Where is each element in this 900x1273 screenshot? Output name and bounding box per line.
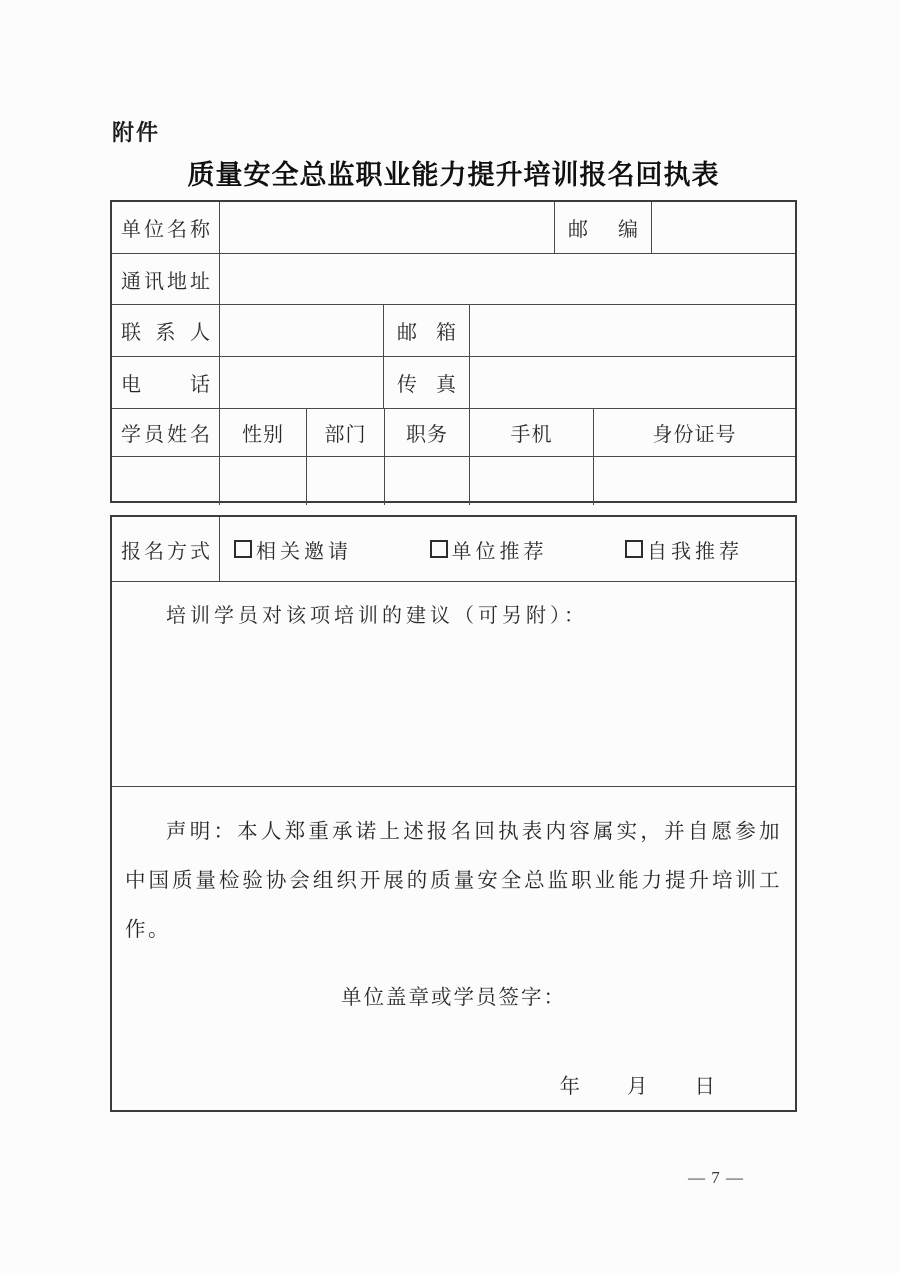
fax-label: [384, 357, 470, 409]
phone-value-cell: [220, 357, 384, 409]
student-entry-row: [112, 457, 795, 505]
registration-method-label: [112, 517, 220, 582]
contact-person-value-cell: [220, 305, 384, 357]
unit-name-label: [112, 202, 220, 254]
registration-method-row: [112, 517, 795, 582]
date-line: [560, 1069, 716, 1099]
student-name-header-text: 学员姓名: [121, 424, 210, 446]
position-entry-cell: [385, 457, 470, 505]
form-table-upper: [110, 200, 797, 503]
position-column-header: 职务: [385, 409, 470, 457]
mobile-column-header: 手机: [470, 409, 594, 457]
id-number-column-header: 身份证号: [594, 409, 795, 457]
phone-label-text: 电话: [121, 374, 210, 396]
declaration-cell: [112, 787, 795, 1114]
gender-column-header: 性别: [220, 409, 307, 457]
email-value-cell: [470, 305, 795, 357]
student-name-column-header: [112, 409, 220, 457]
registration-option-self-recommend: [625, 535, 743, 564]
checkbox-icon: [625, 540, 643, 558]
student-name-entry-cell: [112, 457, 220, 505]
contact-person-label-text: 联系人: [121, 322, 210, 344]
unit-name-value-cell: [220, 202, 555, 254]
department-column-header: 部门: [307, 409, 385, 457]
date-day-label: 日: [694, 1076, 715, 1098]
department-entry-cell: [307, 457, 385, 505]
unit-name-row: [112, 202, 795, 254]
registration-option-label: 单位推荐: [451, 540, 548, 563]
postal-code-label-text: 邮编: [568, 219, 638, 241]
postal-code-label: [555, 202, 652, 254]
page-number: — 7 —: [688, 1168, 744, 1187]
date-year-label: 年: [559, 1076, 580, 1098]
declaration-row: [112, 787, 795, 1114]
fax-label-text: 传真: [397, 374, 456, 396]
address-label: [112, 254, 220, 305]
registration-option-invitation: [234, 535, 352, 564]
suggestion-cell: [112, 582, 795, 787]
address-value-cell: [220, 254, 795, 305]
postal-code-value-cell: [652, 202, 795, 254]
registration-option-label: 相关邀请: [256, 540, 352, 563]
phone-row: [112, 357, 795, 409]
declaration-text: 声明：本人郑重承诺上述报名回执表内容属实，并自愿参加中国质量检验协会组织开展的质量安全总监职业能力提升培训工作。: [125, 821, 782, 941]
address-row: [112, 254, 795, 305]
suggestion-row: [112, 582, 795, 787]
email-label: [384, 305, 470, 357]
form-title: 质量安全总监职业能力提升培训报名回执表: [187, 160, 720, 190]
contact-row: [112, 305, 795, 357]
address-label-text: 通讯地址: [121, 270, 210, 293]
checkbox-icon: [430, 540, 448, 558]
id-number-entry-cell: [594, 457, 795, 505]
phone-label: [112, 357, 220, 409]
date-month-label: 月: [627, 1076, 648, 1098]
form-table-lower: [110, 515, 797, 1112]
suggestion-prompt: 培训学员对该项培训的建议（可另附）：: [166, 605, 588, 627]
registration-options-cell: [220, 517, 795, 582]
checkbox-icon: [234, 540, 252, 558]
email-label-text: 邮箱: [397, 322, 456, 344]
signature-prompt: 单位盖章或学员签字：: [341, 987, 566, 1009]
fax-value-cell: [470, 357, 795, 409]
contact-person-label: [112, 305, 220, 357]
registration-method-label-text: 报名方式: [121, 540, 210, 563]
gender-entry-cell: [220, 457, 307, 505]
unit-name-label-text: 单位名称: [121, 219, 210, 241]
attachment-label: 附件: [112, 120, 161, 145]
student-table-header-row: [112, 409, 795, 457]
registration-option-unit-recommend: [430, 535, 548, 564]
mobile-entry-cell: [470, 457, 594, 505]
registration-option-label: 自我推荐: [647, 540, 743, 563]
